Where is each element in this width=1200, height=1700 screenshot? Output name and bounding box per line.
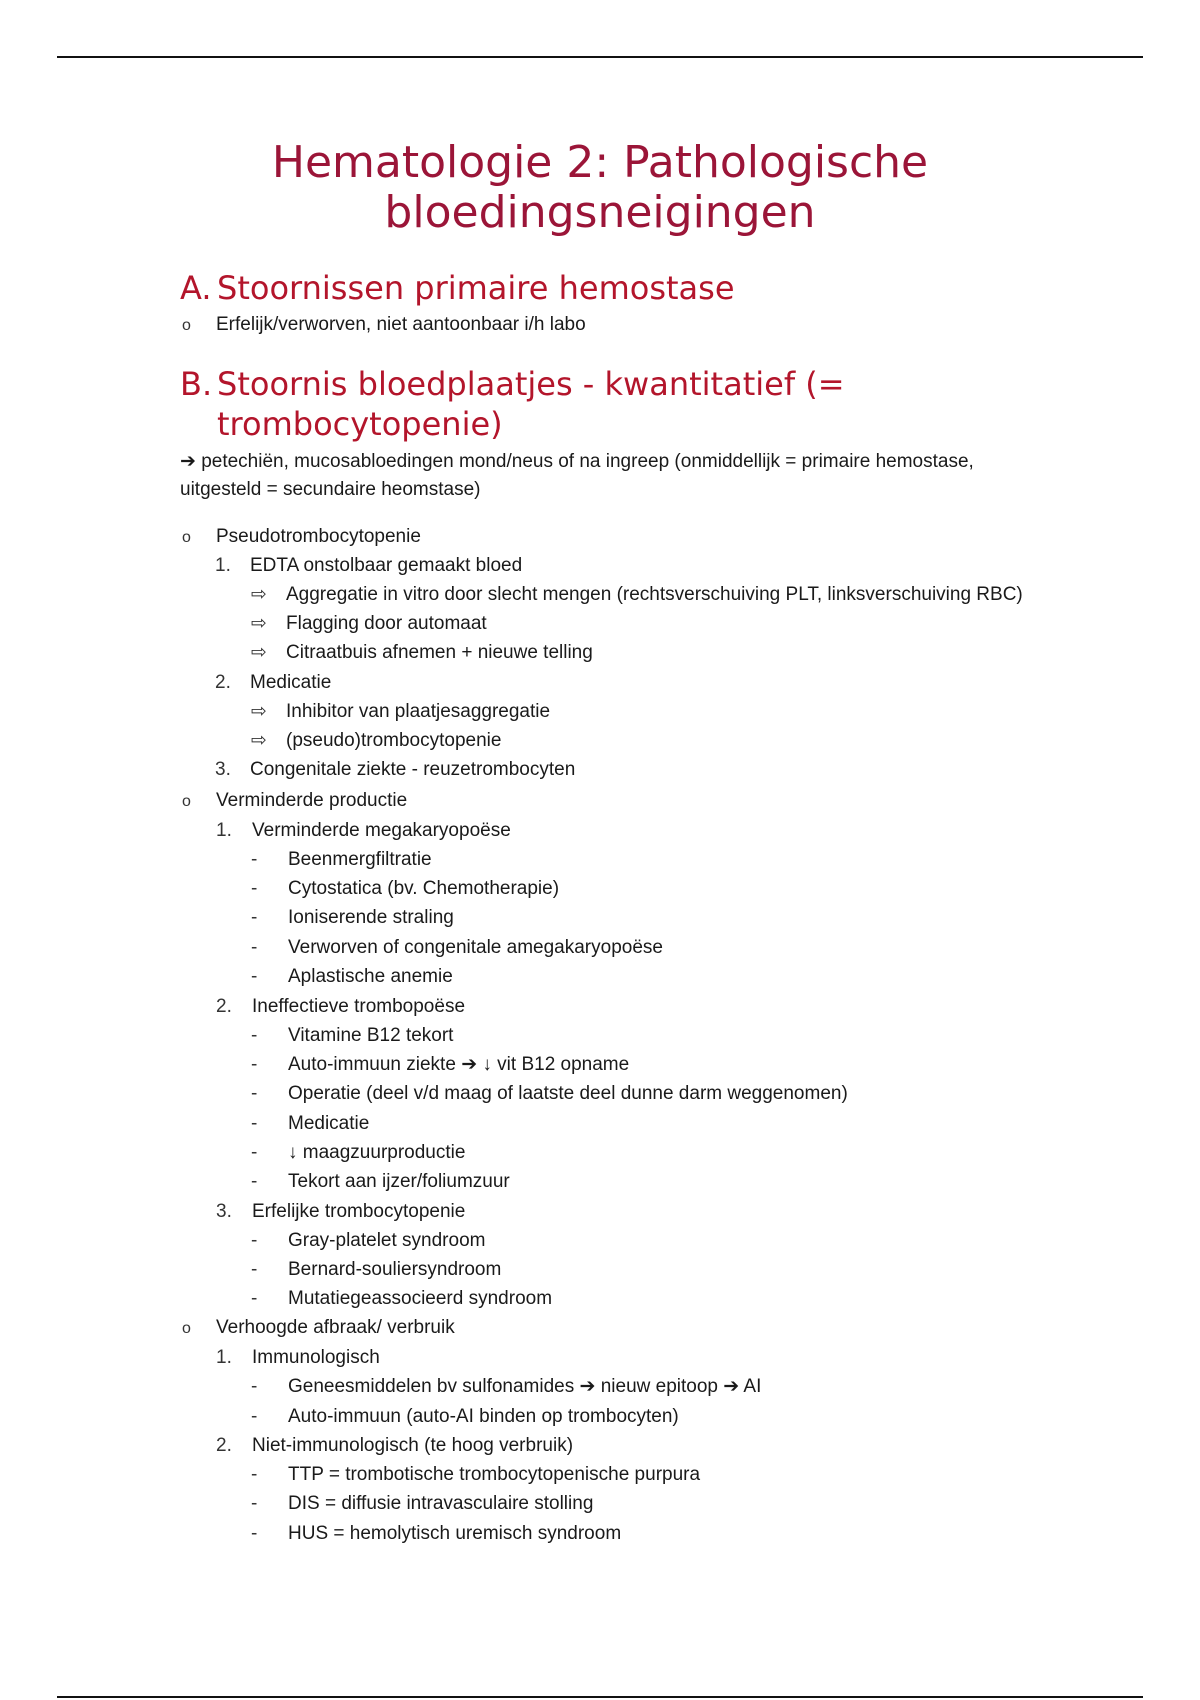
bullet-circle-icon: o	[182, 793, 191, 810]
hollow-arrow-icon: ⇨	[251, 613, 267, 634]
dash-bullet: -	[251, 937, 258, 958]
dash-bullet: -	[251, 1493, 258, 1514]
arrow-down-icon: ↓	[482, 1054, 492, 1075]
list-item: - HUS = hemolytisch uremisch syndroom	[251, 1523, 622, 1544]
section-a-item: o Erfelijk/verworven, niet aantoonbaar i/h labo	[182, 313, 586, 338]
dash-bullet: -	[251, 966, 258, 987]
list-item: ⇨ Aggregatie in vitro door slecht mengen (rechtsverschuiving PLT, linksverschuiving RBC)	[251, 584, 1023, 605]
list-item: - ↓ maagzuurproductie	[251, 1142, 466, 1163]
section-b-heading	[180, 364, 845, 444]
list-item: 1. EDTA onstolbaar gemaakt bloed	[215, 555, 523, 576]
title-line-2: bloedingsneigingen	[384, 187, 816, 238]
list-item: - Gray-platelet syndroom	[251, 1230, 486, 1251]
arrow-right-icon: ➔	[723, 1376, 740, 1397]
hollow-arrow-icon: ⇨	[251, 584, 267, 605]
dash-bullet: -	[251, 1083, 258, 1104]
list-item: o Verminderde productie	[182, 789, 407, 814]
arrow-down-icon: ↓	[288, 1142, 298, 1163]
list-item: - TTP = trombotische trombocytopenische purpura	[251, 1464, 701, 1485]
list-item: - Cytostatica (bv. Chemotherapie)	[251, 878, 560, 899]
list-item: 2. Niet-immunologisch (te hoog verbruik)	[216, 1435, 574, 1456]
list-item: ⇨ (pseudo)trombocytopenie	[251, 730, 502, 751]
dash-bullet: -	[251, 1406, 258, 1427]
title-line-1: Hematologie 2: Pathologische	[271, 137, 929, 188]
list-item: - DIS = diffusie intravasculaire stolling	[251, 1493, 594, 1514]
section-b-letter: B.	[180, 365, 213, 403]
list-item: - Medicatie	[251, 1113, 370, 1134]
dash-bullet: -	[251, 1376, 258, 1397]
list-item: 3. Erfelijke trombocytopenie	[216, 1201, 466, 1222]
list-item: - Verworven of congenitale amegakaryopoëse	[251, 937, 663, 958]
dash-bullet: -	[251, 1464, 258, 1485]
arrow-right-icon: ➔	[579, 1376, 596, 1397]
section-a-heading	[180, 268, 735, 308]
dash-bullet: -	[251, 1142, 258, 1163]
section-a-title: Stoornissen primaire hemostase	[217, 269, 735, 307]
list-item: - Auto-immuun (auto-AI binden op trombocyten)	[251, 1406, 679, 1427]
dash-bullet: -	[251, 907, 258, 928]
dash-bullet: -	[251, 1025, 258, 1046]
list-item: - Tekort aan ijzer/foliumzuur	[251, 1171, 510, 1192]
dash-bullet: -	[251, 849, 258, 870]
bullet-circle-icon: o	[182, 529, 191, 546]
section-b-intro-2: uitgesteld = secundaire heomstase)	[180, 479, 481, 500]
list-item: o Pseudotrombocytopenie	[182, 525, 421, 550]
arrow-right-icon: ➔	[180, 451, 196, 472]
list-item: ⇨ Flagging door automaat	[251, 613, 487, 634]
list-item: - Operatie (deel v/d maag of laatste deel dunne darm weggenomen)	[251, 1083, 848, 1104]
list-item: - Aplastische anemie	[251, 966, 453, 987]
list-item: - Geneesmiddelen bv sulfonamides ➔ nieuw epitoop ➔ AI	[251, 1376, 762, 1397]
list-item: 3. Congenitale ziekte - reuzetrombocyten	[215, 759, 576, 780]
footer-rule	[57, 1696, 1143, 1698]
list-item: - Auto-immuun ziekte ➔ ↓ vit B12 opname	[251, 1054, 630, 1075]
hollow-arrow-icon: ⇨	[251, 730, 267, 751]
dash-bullet: -	[251, 878, 258, 899]
page-title	[0, 138, 1200, 238]
dash-bullet: -	[251, 1288, 258, 1309]
dash-bullet: -	[251, 1171, 258, 1192]
bullet-circle-icon: o	[182, 317, 191, 334]
dash-bullet: -	[251, 1054, 258, 1075]
bullet-circle-icon: o	[182, 1320, 191, 1337]
list-item: - Bernard-souliersyndroom	[251, 1259, 502, 1280]
list-item: 1. Immunologisch	[216, 1347, 380, 1368]
hollow-arrow-icon: ⇨	[251, 701, 267, 722]
list-item: - Vitamine B12 tekort	[251, 1025, 454, 1046]
dash-bullet: -	[251, 1259, 258, 1280]
dash-bullet: -	[251, 1113, 258, 1134]
list-item: - Ioniserende straling	[251, 907, 454, 928]
section-b-title-1: Stoornis bloedplaatjes - kwantitatief (=	[217, 365, 845, 403]
section-a-letter: A.	[180, 269, 212, 307]
dash-bullet: -	[251, 1523, 258, 1544]
list-item: 2. Medicatie	[215, 672, 332, 693]
dash-bullet: -	[251, 1230, 258, 1251]
list-item: - Mutatiegeassocieerd syndroom	[251, 1288, 553, 1309]
list-item: ⇨ Inhibitor van plaatjesaggregatie	[251, 701, 551, 722]
list-item: 2. Ineffectieve trombopoëse	[216, 996, 466, 1017]
list-item: ⇨ Citraatbuis afnemen + nieuwe telling	[251, 642, 593, 663]
list-item: 1. Verminderde megakaryopoëse	[216, 820, 511, 841]
list-item: - Beenmergfiltratie	[251, 849, 432, 870]
arrow-right-icon: ➔	[461, 1054, 478, 1075]
list-item: o Verhoogde afbraak/ verbruik	[182, 1316, 455, 1341]
section-b-intro-1: ➔ petechiën, mucosabloedingen mond/neus of na ingreep (onmiddellijk = primaire hemostase,	[180, 451, 974, 472]
hollow-arrow-icon: ⇨	[251, 642, 267, 663]
section-b-title-2: trombocytopenie)	[217, 405, 503, 443]
header-rule	[57, 56, 1143, 58]
